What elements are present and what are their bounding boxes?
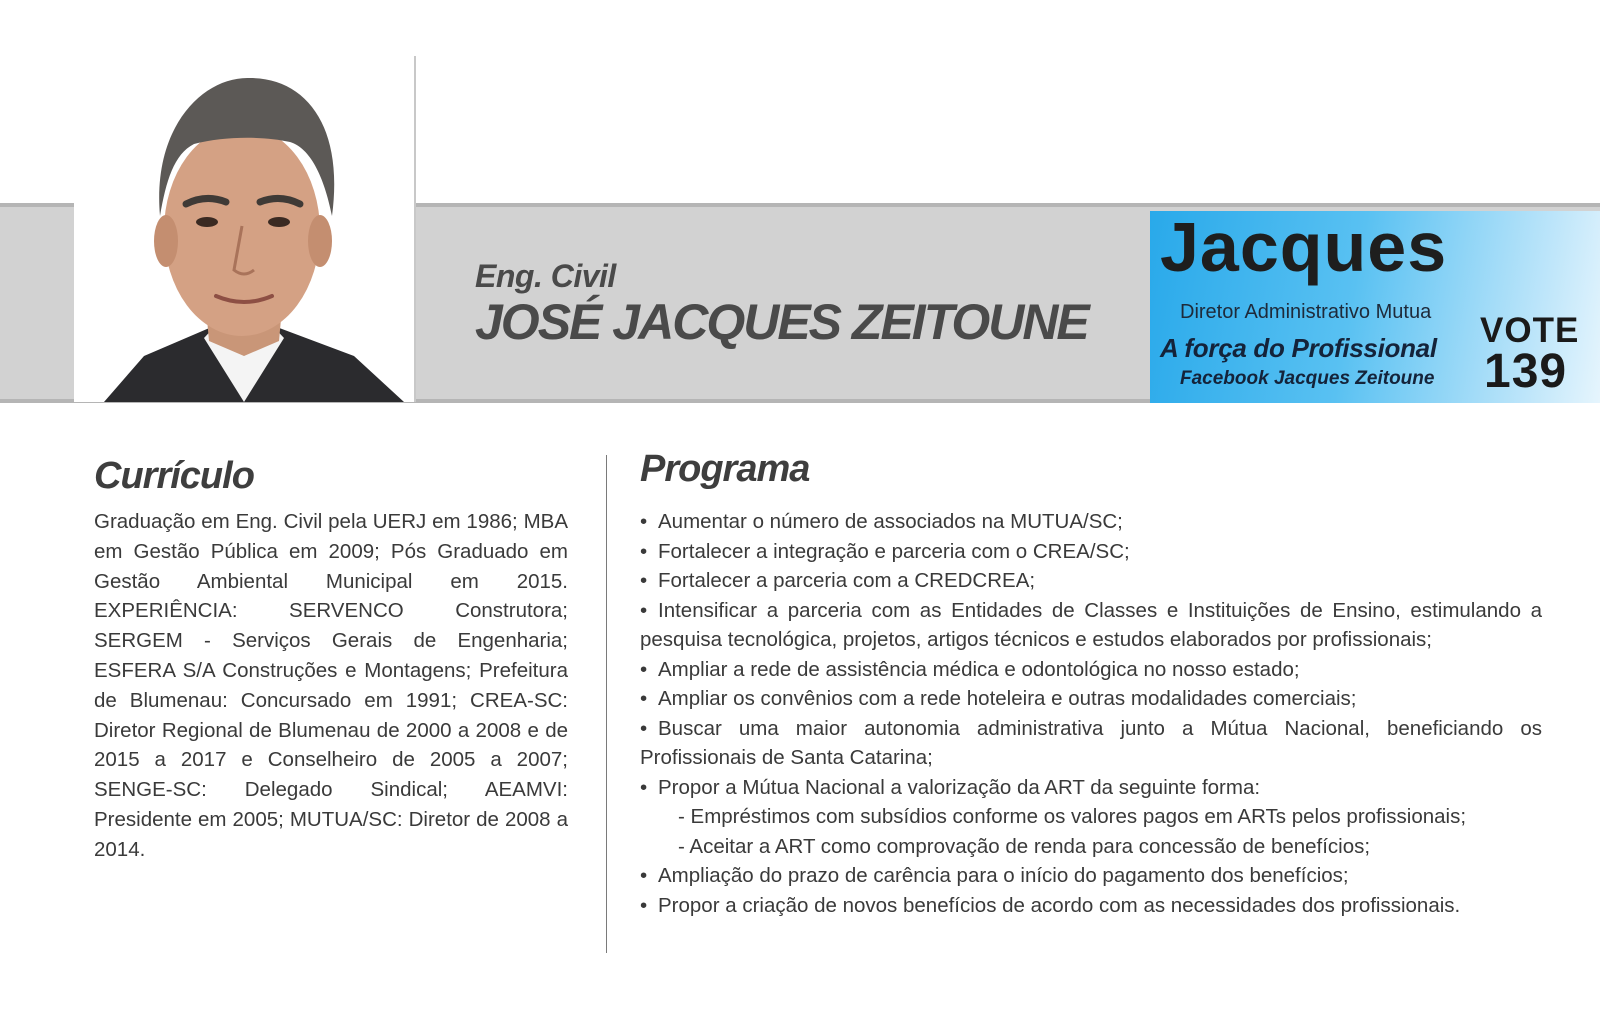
bullet-icon: • (640, 864, 648, 887)
bullet-icon: • (640, 775, 648, 799)
curriculo-title: Currículo (94, 455, 254, 497)
professional-title: Eng. Civil (475, 258, 616, 294)
badge-vote-number: 139 (1484, 345, 1568, 398)
list-item: • Ampliação do prazo de carência para o início do pagamento dos benefícios; (640, 861, 1542, 891)
list-item: • Propor a criação de novos benefícios de acordo com as necessidades dos profissionais. (640, 891, 1542, 921)
bullet-icon: • (640, 598, 648, 622)
column-divider (606, 455, 607, 953)
list-item: • Fortalecer a integração e parceria com o CREA/SC; (640, 537, 1542, 567)
badge-slogan: A força do Profissional (1160, 333, 1437, 363)
list-subitem: - Empréstimos com subsídios conforme os valores pagos em ARTs pelos profissionais; (678, 805, 1467, 828)
campaign-badge (1150, 211, 1600, 403)
badge-role: Diretor Administrativo Mutua (1180, 301, 1432, 323)
bullet-icon: • (640, 716, 648, 740)
bullet-icon: • (640, 893, 648, 917)
list-item: • Ampliar a rede de assistência médica e odontológica no nosso estado; (640, 655, 1542, 685)
list-item: • Fortalecer a parceria com a CREDCREA; (640, 566, 1542, 596)
candidate-name-block (475, 258, 1088, 351)
curriculo-text: Graduação em Eng. Civil pela UERJ em 1986; MBA em Gestão Pública em 2009; Pós Graduado em Gestão Ambiental Municipal em 2015. EXPERIÊNCIA: SERVENCO Construtora; SERGEM - Serviços Gerais de Engenharia; ESFERA S/A Construções e Montagens; Prefeitura de Blumenau: Concursado em 1991; CREA-SC: Diretor Regional de Blumenau de 2000 a 2008 e de 2015 a 2017 e Conselheiro de 2005 a 2007; SENGE-SC: Delegado Sindical; AEAMVI: Presidente em 2005; MUTUA/SC: Diretor de 2008 a 2014. (94, 510, 568, 861)
bullet-icon: • (640, 510, 648, 533)
badge-name: Jacques (1160, 211, 1448, 286)
programa-title: Programa (640, 448, 810, 490)
list-item: • Ampliar os convênios com a rede hoteleira e outras modalidades comerciais; (640, 684, 1542, 714)
list-item: • Buscar uma maior autonomia administrativa junto a Mútua Nacional, beneficiando os Profissionais de Santa Catarina; (640, 714, 1542, 773)
portrait-illustration (74, 56, 416, 402)
candidate-photo (74, 56, 416, 402)
list-item: • Aumentar o número de associados na MUTUA/SC; (640, 507, 1542, 537)
badge-facebook: Facebook Jacques Zeitoune (1180, 368, 1435, 389)
list-item: • Propor a Mútua Nacional a valorização da ART da seguinte forma: (640, 773, 1542, 803)
bullet-icon: • (640, 687, 648, 710)
list-item: • Intensificar a parceria com as Entidades de Classes e Instituições de Ensino, estimulando a pesquisa tecnológica, projetos, artigos técnicos e estudos elaborados por profissionais; (640, 596, 1542, 655)
candidate-full-name: JOSÉ JACQUES ZEITOUNE (475, 294, 1088, 350)
bullet-icon: • (640, 657, 648, 681)
bullet-icon: • (640, 569, 648, 592)
badge-vote-label: VOTE (1480, 311, 1580, 350)
programa-list (640, 507, 1542, 920)
bullet-icon: • (640, 539, 648, 563)
list-subitem: - Aceitar a ART como comprovação de renda para concessão de benefícios; (678, 834, 1371, 858)
